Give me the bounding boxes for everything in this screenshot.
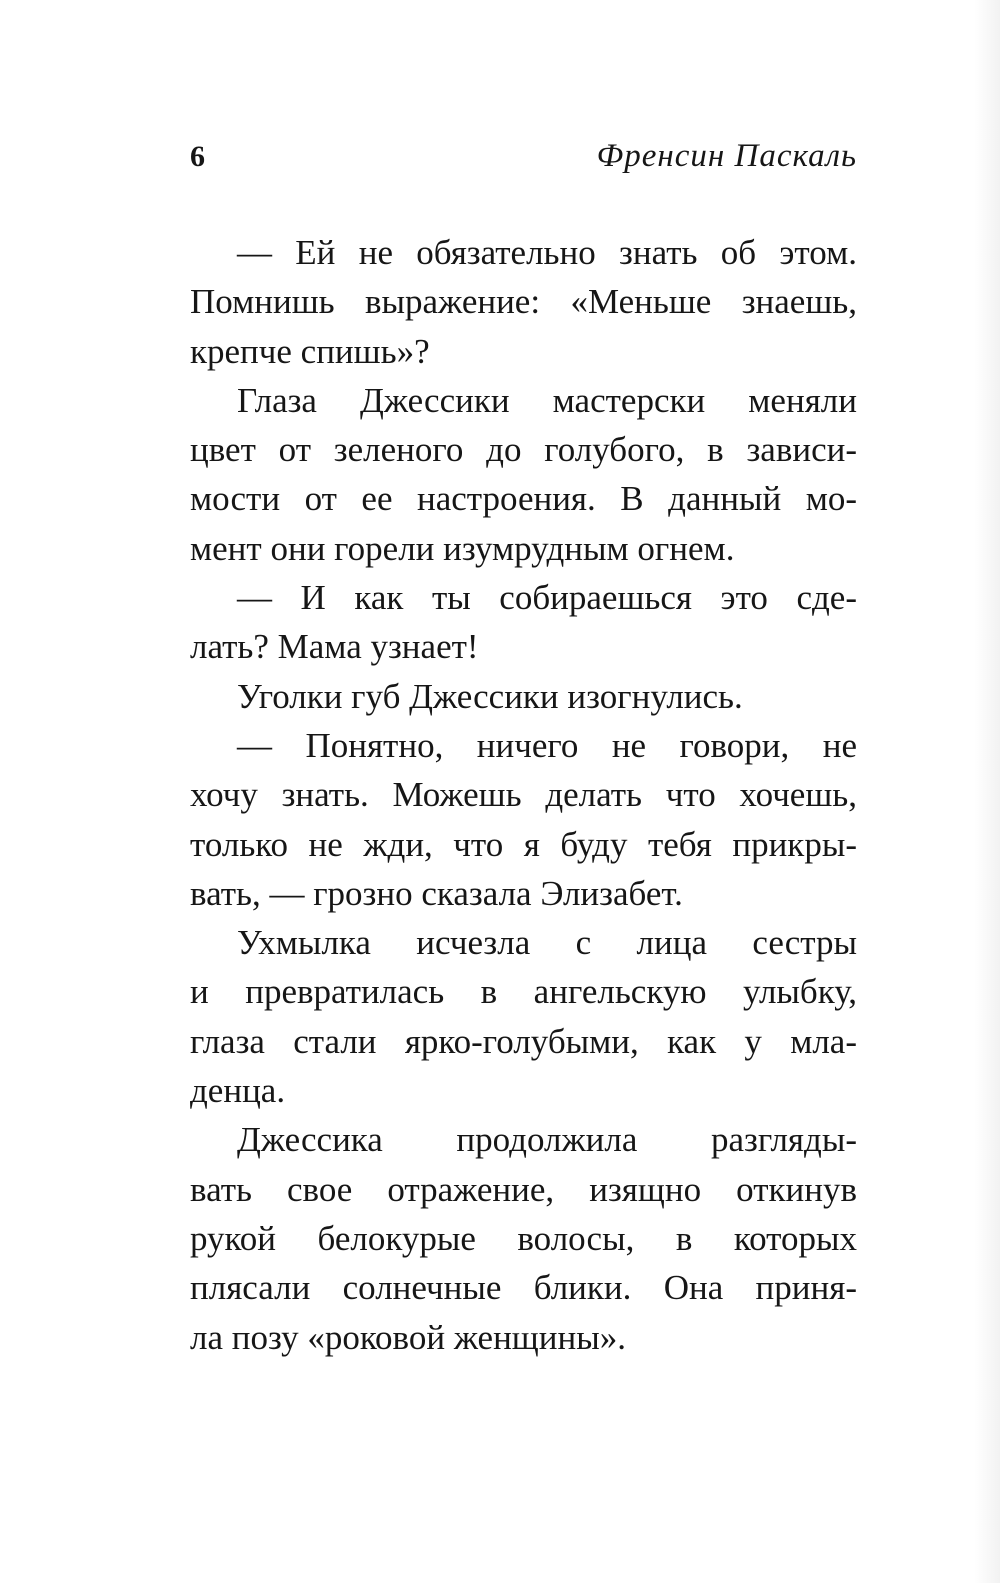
paragraph xyxy=(190,721,857,918)
text-line: Джессика продолжила разгляды- xyxy=(237,1120,857,1160)
text-line: вать свое отражение, изящно откинув xyxy=(190,1169,857,1209)
text-line: Уголки губ Джессики изогнулись. xyxy=(237,676,743,716)
text-line: вать, — грозно сказала Элизабет. xyxy=(190,873,683,913)
text-line: — Ей не обязательно знать об этом. xyxy=(237,233,857,272)
text-line: цвет от зеленого до голубого, в зависи- xyxy=(190,430,857,470)
paragraph xyxy=(190,573,857,672)
paragraph xyxy=(190,376,857,573)
text-line: и превратилась в ангельскую улыбку, xyxy=(190,972,857,1012)
paragraph xyxy=(190,672,857,721)
text-line: ла позу «роковой женщины». xyxy=(190,1317,626,1357)
paragraph xyxy=(190,1115,857,1361)
text-line: хочу знать. Можешь делать что хочешь, xyxy=(190,775,857,815)
page-header xyxy=(190,138,857,175)
text-line: Помнишь выражение: «Меньше знаешь, xyxy=(190,282,857,322)
text-line: лать? Мама узнает! xyxy=(190,627,479,667)
paragraph xyxy=(190,228,857,376)
text-line: плясали солнечные блики. Она приня- xyxy=(190,1268,857,1308)
text-line: Ухмылка исчезла с лица сестры xyxy=(237,923,857,963)
author-name: Френсин Паскаль xyxy=(596,138,857,174)
text-line: Глаза Джессики мастерски меняли xyxy=(237,380,857,420)
text-line: рукой белокурые волосы, в которых xyxy=(190,1218,857,1258)
text-body xyxy=(190,228,857,1362)
text-line: только не жди, что я буду тебя прикры- xyxy=(190,824,857,864)
page-number: 6 xyxy=(190,140,206,173)
text-line: мости от ее настроения. В данный мо- xyxy=(190,479,857,519)
text-line: крепче спишь»? xyxy=(190,331,430,371)
paragraph xyxy=(190,918,857,1115)
text-line: — И как ты собираешься это сде- xyxy=(237,578,857,618)
text-line: глаза стали ярко-голубыми, как у мла- xyxy=(190,1021,857,1061)
text-line: денца. xyxy=(190,1071,286,1111)
text-line: мент они горели изумрудным огнем. xyxy=(190,528,735,568)
text-line: — Понятно, ничего не говори, не xyxy=(237,725,857,765)
